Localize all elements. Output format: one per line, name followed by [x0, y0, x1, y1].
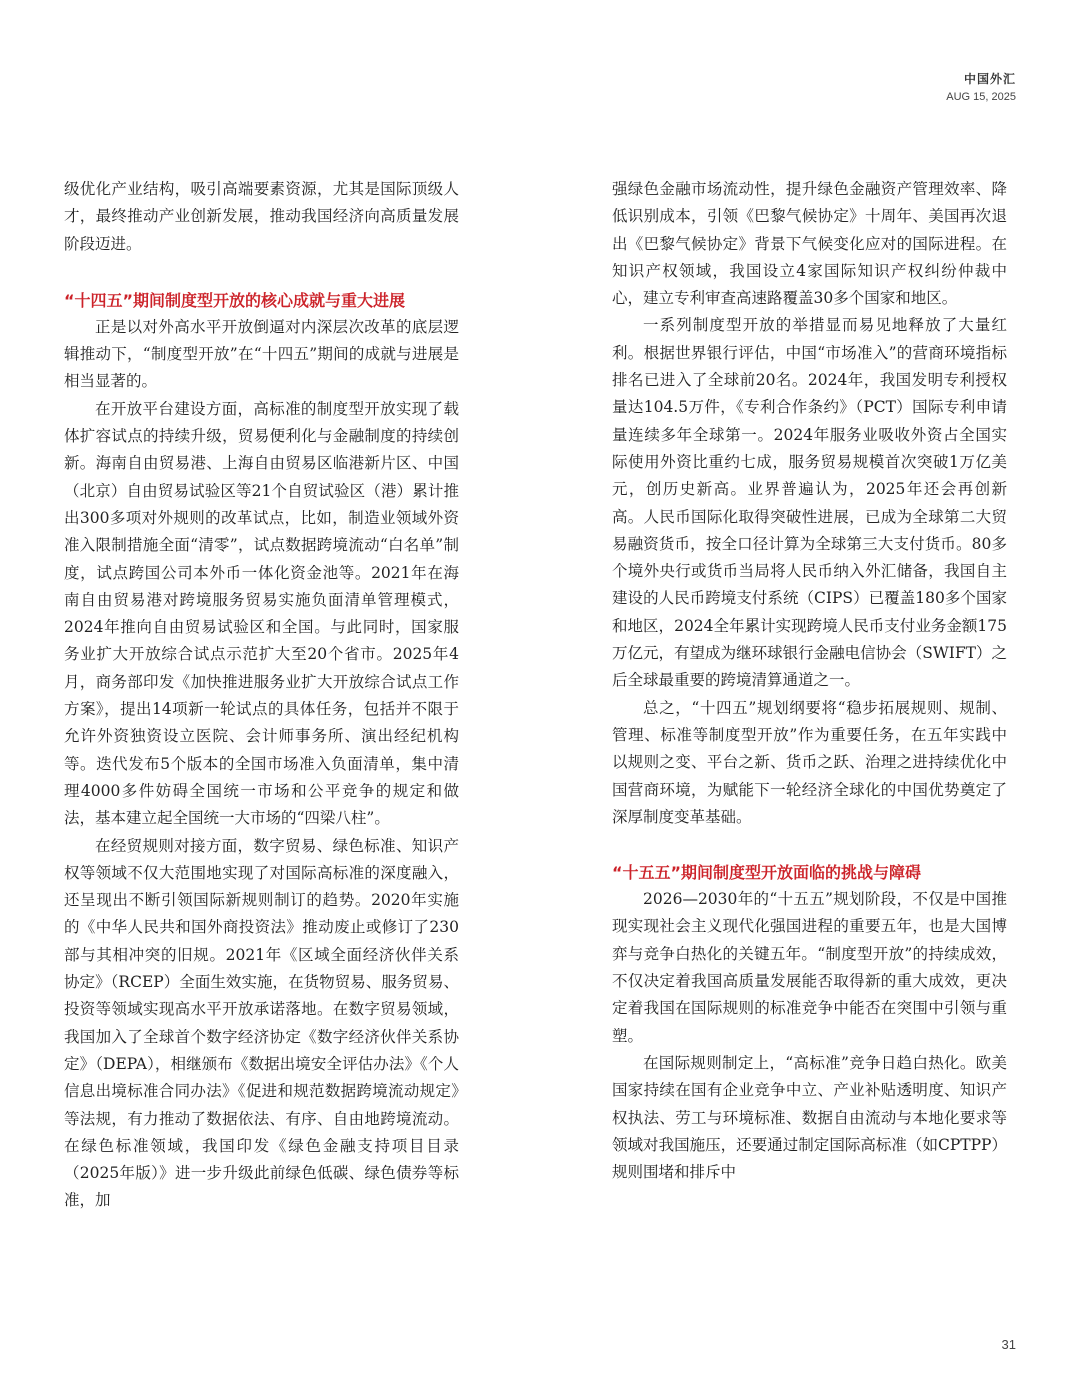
left-column [64, 176, 459, 1215]
paragraph: 2026—2030年的“十五五”规划阶段，不仅是中国推现实现社会主义现代化强国进程的重要五年，也是大国博弈与竞争白热化的关键五年。“制度型开放”的持续成效，不仅决定着我国高质量发展能否取得新的重大成效，更决定着我国在国际规则的标准竞争中能否在突围中引领与重塑。 [612, 890, 1007, 1045]
paragraph: 强绿色金融市场流动性，提升绿色金融资产管理效率、降低识别成本，引领《巴黎气候协定》十周年、美国再次退出《巴黎气候协定》背景下气候变化应对的国际进程。在知识产权领域，我国设立4家国际知识产权纠纷仲裁中心，建立专利审查高速路覆盖30多个国家和地区。 [612, 180, 1007, 308]
paragraph: 在开放平台建设方面，高标准的制度型开放实现了载体扩容试点的持续升级，贸易便利化与金融制度的持续创新。海南自由贸易港、上海自由贸易区临港新片区、中国（北京）自由贸易试验区等21个自贸试验区（港）累计推出300多项对外规则的改革试点，比如，制造业领域外资准入限制措施全面“清零”，试点数据跨境流动“白名单”制度，试点跨国公司本外币一体化资金池等。2021年在海南自由贸易港对跨境服务贸易实施负面清单管理模式，2024年推向自由贸易试验区和全国。与此同时，国家服务业扩大开放综合试点示范扩大至20个省市。2025年4月，商务部印发《加快推进服务业扩大开放综合试点工作方案》，提出14项新一轮试点的具体任务，包括并不限于允许外资独资设立医院、会计师事务所、演出经纪机构等。迭代发布5个版本的全国市场准入负面清单，集中清理4000多件妨碍全国统一市场和公平竞争的规定和做法，基本建立起全国统一大市场的“四梁八柱”。 [64, 399, 459, 828]
paragraph: 总之，“十四五”规划纲要将“稳步拓展规则、规制、管理、标准等制度型开放”作为重要任务，在五年实践中以规则之变、平台之新、货币之跃、治理之进持续优化中国营商环境，为赋能下一轮经济全球化的中国优势奠定了深厚制度变革基础。 [612, 698, 1007, 826]
paragraph: 在经贸规则对接方面，数字贸易、绿色标准、知识产权等领域不仅大范围地实现了对国际高标准的深度融入，还呈现出不断引领国际新规则制订的趋势。2020年实施的《中华人民共和国外商投资法》推动废止或修订了230部与其相冲突的旧规。2021年《区域全面经济伙伴关系协定》（RCEP）全面生效实施，在货物贸易、服务贸易、投资等领域实现高水平开放承诺落地。在数字贸易领域，我国加入了全球首个数字经济协定《数字经济伙伴关系协定》（DEPA），相继颁布《数据出境安全评估办法》《个人信息出境标准合同办法》《促进和规范数据跨境流动规定》等法规，有力推动了数据依法、有序、自由地跨境流动。在绿色标准领域，我国印发《绿色金融支持项目目录（2025年版）》进一步升级此前绿色低碳、绿色债券等标准，加 [64, 836, 459, 1210]
page-header [946, 70, 1016, 103]
section-heading: “十五五”期间制度型开放面临的挑战与障碍 [612, 863, 922, 883]
paragraph: 正是以对外高水平开放倒逼对内深层次改革的底层逻辑推动下，“制度型开放”在“十四五”期间的成就与进展是相当显著的。 [64, 317, 459, 391]
page-number: 31 [1001, 1337, 1016, 1352]
paragraph: 在国际规则制定上，“高标准”竞争日趋白热化。欧美国家持续在国有企业竞争中立、产业补贴透明度、知识产权执法、劳工与环境标准、数据自由流动与本地化要求等领域对我国施压，还要通过制定国际高标准（如CPTPP）规则围堵和排斥中 [612, 1053, 1007, 1182]
right-column [612, 176, 1007, 1186]
publication-name: 中国外汇 [963, 72, 1016, 86]
paragraph: 一系列制度型开放的举措显而易见地释放了大量红利。根据世界银行评估，中国“市场准入”的营商环境指标排名已进入了全球前20名。2024年，我国发明专利授权量达104.5万件，《专利合作条约》（PCT）国际专利申请量连续多年全球第一。2024年服务业吸收外资占全国实际使用外资比重约七成，服务贸易规模首次突破1万亿美元，创历史新高。业界普遍认为，2025年还会再创新高。人民币国际化取得突破性进展，已成为全球第二大贸易融资货币，按全口径计算为全球第三大支付货币。80多个境外央行或货币当局将人民币纳入外汇储备，我国自主建设的人民币跨境支付系统（CIPS）已覆盖180多个国家和地区，2024全年累计实现跨境人民币支付业务金额175万亿元，有望成为继环球银行金融电信协会（SWIFT）之后全球最重要的跨境清算通道之一。 [612, 316, 1007, 690]
issue-date: AUG 15, 2025 [946, 91, 1016, 103]
paragraph: 级优化产业结构，吸引高端要素资源，尤其是国际顶级人才，最终推动产业创新发展，推动我国经济向高质量发展阶段迈进。 [64, 180, 459, 253]
section-heading: “十四五”期间制度型开放的核心成就与重大进展 [64, 290, 406, 310]
